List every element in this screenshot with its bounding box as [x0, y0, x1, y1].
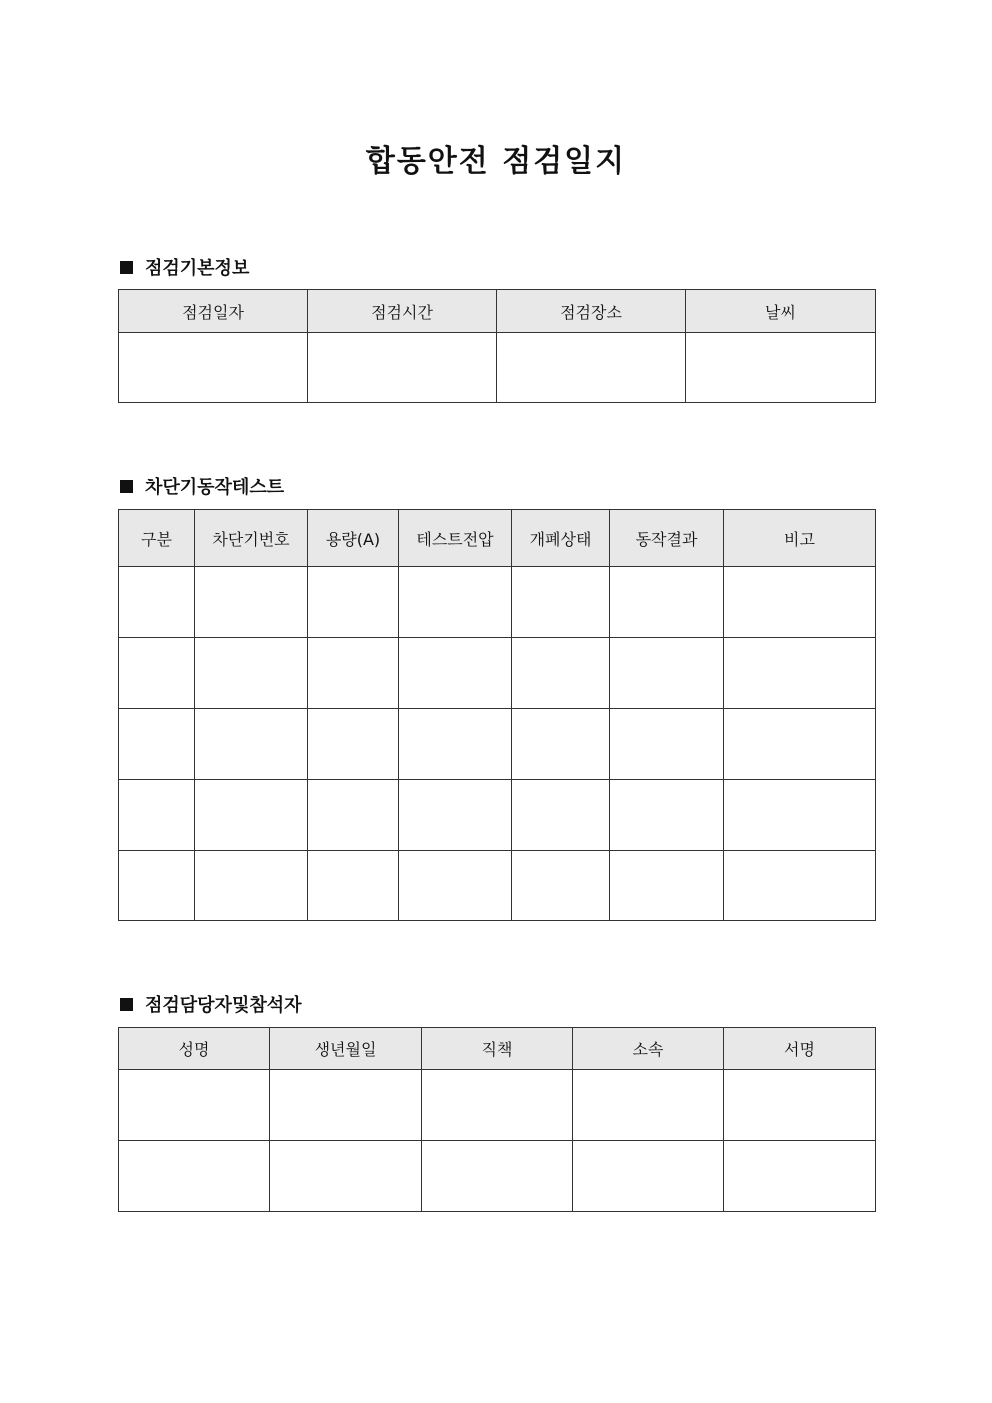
table-cell[interactable]	[610, 709, 724, 780]
birthdate-cell[interactable]	[270, 1070, 422, 1141]
table-header-row	[119, 510, 876, 567]
table-cell[interactable]	[399, 709, 512, 780]
column-header: 서명	[724, 1028, 876, 1070]
column-header: 차단기번호	[195, 510, 308, 567]
table-cell[interactable]	[512, 638, 610, 709]
table-cell[interactable]	[399, 851, 512, 921]
table-cell[interactable]	[308, 709, 399, 780]
table-cell[interactable]	[119, 567, 195, 638]
table-cell[interactable]	[512, 780, 610, 851]
table-cell[interactable]	[119, 709, 195, 780]
table-cell[interactable]	[399, 567, 512, 638]
section-heading-label: 차단기동작테스트	[145, 477, 285, 498]
inspection-date-cell[interactable]	[119, 333, 308, 403]
affiliation-cell[interactable]	[573, 1070, 724, 1141]
table-row	[119, 1070, 876, 1141]
table-cell[interactable]	[610, 638, 724, 709]
section-heading-breaker-test	[120, 473, 284, 499]
table-row	[119, 638, 876, 709]
table-cell[interactable]	[724, 567, 876, 638]
table-row	[119, 780, 876, 851]
table-cell[interactable]	[119, 780, 195, 851]
table-cell[interactable]	[724, 709, 876, 780]
signature-cell[interactable]	[724, 1070, 876, 1141]
column-header: 개폐상태	[512, 510, 610, 567]
section-heading-participants	[120, 991, 302, 1017]
column-header: 동작결과	[610, 510, 724, 567]
table-cell[interactable]	[512, 567, 610, 638]
column-header: 테스트전압	[399, 510, 512, 567]
column-header: 점검시간	[308, 290, 497, 333]
inspection-place-cell[interactable]	[497, 333, 686, 403]
table-row	[119, 709, 876, 780]
table-row	[119, 567, 876, 638]
table-header-row	[119, 1028, 876, 1070]
table-cell[interactable]	[195, 780, 308, 851]
table-cell[interactable]	[195, 709, 308, 780]
table-cell[interactable]	[724, 851, 876, 921]
table-cell[interactable]	[610, 851, 724, 921]
page-title: 합동안전 점검일지	[365, 144, 627, 179]
column-header: 구분	[119, 510, 195, 567]
column-header: 생년월일	[270, 1028, 422, 1070]
table-row	[119, 333, 876, 403]
table-cell[interactable]	[399, 638, 512, 709]
table-cell[interactable]	[724, 780, 876, 851]
table-cell[interactable]	[195, 567, 308, 638]
table-cell[interactable]	[308, 638, 399, 709]
table-cell[interactable]	[195, 638, 308, 709]
basic-info-table	[118, 289, 876, 403]
position-cell[interactable]	[422, 1070, 573, 1141]
column-header: 소속	[573, 1028, 724, 1070]
column-header: 점검일자	[119, 290, 308, 333]
section-heading-label: 점검기본정보	[145, 258, 250, 279]
affiliation-cell[interactable]	[573, 1141, 724, 1212]
table-row	[119, 851, 876, 921]
section-heading-label: 점검담당자및참석자	[145, 995, 302, 1016]
table-cell[interactable]	[119, 638, 195, 709]
column-header: 직책	[422, 1028, 573, 1070]
table-cell[interactable]	[610, 567, 724, 638]
table-row	[119, 1141, 876, 1212]
weather-cell[interactable]	[686, 333, 876, 403]
name-cell[interactable]	[119, 1141, 270, 1212]
table-cell[interactable]	[119, 851, 195, 921]
participants-table	[118, 1027, 876, 1212]
column-header: 날씨	[686, 290, 876, 333]
square-bullet-icon	[120, 261, 133, 274]
signature-cell[interactable]	[724, 1141, 876, 1212]
column-header: 비고	[724, 510, 876, 567]
column-header: 용량(A)	[308, 510, 399, 567]
square-bullet-icon	[120, 998, 133, 1011]
inspection-time-cell[interactable]	[308, 333, 497, 403]
birthdate-cell[interactable]	[270, 1141, 422, 1212]
column-header: 성명	[119, 1028, 270, 1070]
table-cell[interactable]	[724, 638, 876, 709]
table-cell[interactable]	[512, 709, 610, 780]
table-cell[interactable]	[308, 780, 399, 851]
table-header-row	[119, 290, 876, 333]
square-bullet-icon	[120, 480, 133, 493]
table-cell[interactable]	[399, 780, 512, 851]
table-cell[interactable]	[308, 851, 399, 921]
breaker-test-table	[118, 509, 876, 921]
table-cell[interactable]	[512, 851, 610, 921]
table-cell[interactable]	[610, 780, 724, 851]
table-cell[interactable]	[308, 567, 399, 638]
position-cell[interactable]	[422, 1141, 573, 1212]
section-heading-basic-info	[120, 254, 249, 280]
table-cell[interactable]	[195, 851, 308, 921]
name-cell[interactable]	[119, 1070, 270, 1141]
column-header: 점검장소	[497, 290, 686, 333]
